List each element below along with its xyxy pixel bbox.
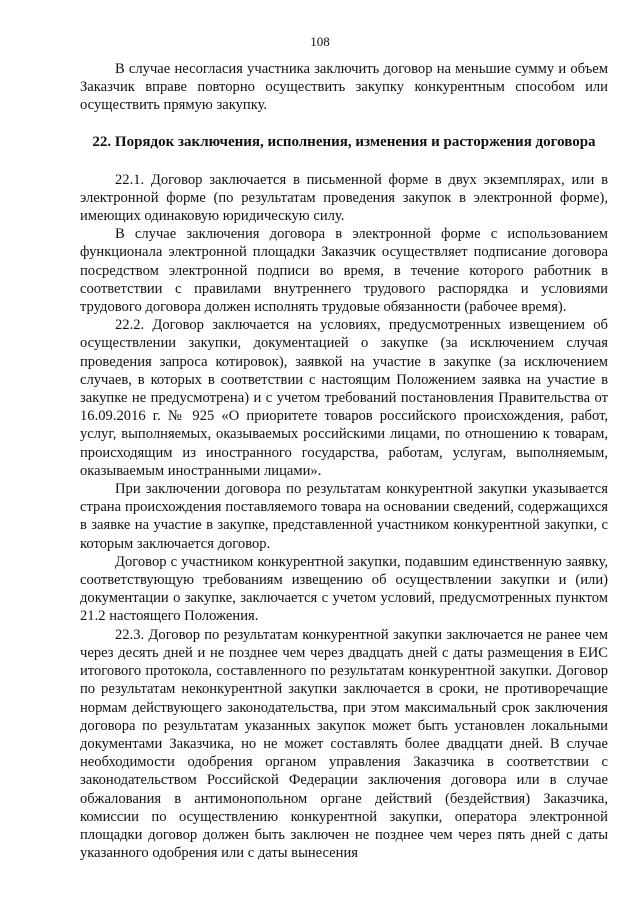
page-content	[80, 60, 608, 862]
page-number: 108	[310, 34, 330, 49]
paragraph-single-bid: Договор с участником конкурентной закупки, подавшим единственную заявку, соответствующую требованиям извещению об осуществлении закупки и (или) документации о закупке, заключается с учетом условий, предусмотренных пунктом 21.2 настоящего Положения.	[80, 553, 608, 625]
intro-paragraph: В случае несогласия участника заключить договор на меньшие сумму и объем Заказчик вправе повторно осуществить закупку конкурентным способом или осуществить прямую закупку.	[80, 61, 608, 114]
paragraph-electronic-signing: В случае заключения договора в электронной форме с использованием функционала электронной площадки Заказчик осуществляет подписание договора посредством электронной подписи во время, в течение которого работник в соответствии с правилами внутреннего трудового распорядка и условиями трудового договора должен исполнять трудовые обязанности (рабочее время).	[80, 226, 608, 316]
paragraph-22-2: 22.2. Договор заключается на условиях, предусмотренных извещением об осуществлении закупки, документацией о закупке (за исключением случая проведения запроса котировок), заявкой на участие в закупке (за исключением случаев, в которых в соответствии с настоящим Положением заявка на участие в закупке не предусмотрена) и с учетом требований постановления Правительства от 16.09.2016 г. № 925 «О приоритете товаров российского происхождения, работ, услуг, выполняемых, оказываемых российскими лицами, по отношению к товарам, происходящим из иностранного государства, работам, услугам, выполняемым, оказываемым иностранными лицами».	[80, 317, 608, 479]
paragraph-22-1: 22.1. Договор заключается в письменной форме в двух экземплярах, или в электронной форме (по результатам проведения закупок в электронной форме), имеющих одинаковую юридическую силу.	[80, 171, 608, 225]
section-heading: 22. Порядок заключения, исполнения, изменения и расторжения договора	[92, 133, 596, 150]
paragraph-country-of-origin: При заключении договора по результатам конкурентной закупки указывается страна происхождения поставляемого товара на основании сведений, содержащихся в заявке на участие в закупке, представленной участником конкурентной закупки, с которым заключается договор.	[80, 481, 608, 552]
paragraph-22-3: 22.3. Договор по результатам конкурентной закупки заключается не ранее чем через десять дней и не позднее чем через двадцать дней с даты размещения в ЕИС итогового протокола, составленного по результатам конкурентной закупки. Договор по результатам неконкурентной закупки заключается в сроки, не противоречащие нормам действующего законодательства, при этом максимальный срок заключения договора по результатам указанных закупок может быть установлен локальными документами Заказчика, но не может составлять более двадцати дней. В случае необходимости одобрения органом управления Заказчика в соответствии с законодательством Российской Федерации заключения договора или в случае обжалования в антимонопольном органе действий (бездействия) Заказчика, комиссии по осуществлению конкурентной закупки, оператора электронной площадки договор должен быть заключен не позднее чем через пять дней с даты указанного одобрения или с даты вынесения	[80, 626, 608, 862]
